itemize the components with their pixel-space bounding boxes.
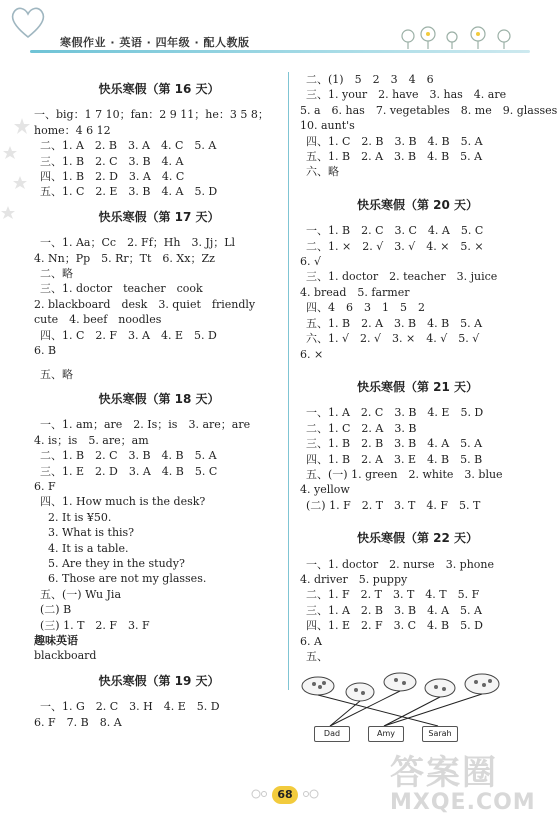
answer-line: 五、1. B 2. A 3. B 4. B 5. A xyxy=(306,150,483,164)
plate-icon xyxy=(346,683,374,701)
answer-line: 五、(一) 1. green 2. white 3. blue xyxy=(306,467,503,481)
section-title: 快乐寒假（第 18 天） xyxy=(98,391,220,406)
answer-line: 4. is；is 5. are；am xyxy=(34,433,149,447)
answer-line: 6. A xyxy=(300,634,322,648)
plate-icon xyxy=(384,673,416,691)
section-day-18 xyxy=(34,392,284,664)
name-box-dad: Dad xyxy=(314,726,350,742)
answer-line: 4. It is a table. xyxy=(48,541,129,555)
section-title: 快乐寒假（第 16 天） xyxy=(98,82,220,96)
answer-line: 4. bread 5. farmer xyxy=(300,285,410,299)
right-column xyxy=(300,72,558,748)
left-column xyxy=(34,72,284,730)
plate-icon xyxy=(302,677,334,695)
fun-english-label: 趣味英语 xyxy=(34,634,78,647)
book-title: 寒假作业 · 英语 · 四年级 · 配人教版 xyxy=(60,36,250,49)
answer-line: (二) B xyxy=(40,603,72,617)
answer-line: 5. Are they in the study? xyxy=(48,556,185,570)
answer-line: 二、1. × 2. √ 3. √ 4. × 5. × xyxy=(306,239,484,253)
answer-line: 四、4 6 3 1 5 2 xyxy=(306,301,425,315)
name-box-sarah: Sarah xyxy=(422,726,458,742)
answer-line: 4. driver 5. puppy xyxy=(300,572,408,586)
answer-line: 三、1. B 2. B 3. B 4. A 5. A xyxy=(306,437,483,451)
answer-line: 4. Nn；Pp 5. Rr；Tt 6. Xx；Zz xyxy=(34,251,215,265)
answer-line: 6. √ xyxy=(300,255,322,269)
answer-line: 二、(1) 5 2 3 4 6 xyxy=(306,73,434,86)
answer-line: 三、1. your 2. have 3. has 4. are xyxy=(306,88,507,102)
answer-line: 五、略 xyxy=(40,367,73,381)
section-day-22 xyxy=(300,531,535,748)
column-divider xyxy=(288,72,289,690)
plate-icon xyxy=(465,674,499,694)
answer-line: 四、1. B 2. A 3. E 4. B 5. B xyxy=(306,452,483,466)
food-matching-diagram xyxy=(300,668,530,748)
answer-line: blackboard xyxy=(34,649,97,663)
section-title: 快乐寒假（第 19 天） xyxy=(98,673,220,688)
answer-line: 6. Those are not my glasses. xyxy=(48,572,207,586)
answer-line: 一、big：1 7 10；fan：2 9 11；he：3 5 8； xyxy=(34,108,269,122)
answer-line: 三、1. B 2. C 3. B 4. A xyxy=(40,154,184,168)
answer-line: 二、1. F 2. T 3. T 4. T 5. F xyxy=(306,588,480,602)
answer-line: 4. yellow xyxy=(300,483,350,497)
answer-line: 一、1. am；are 2. Is；is 3. are；are xyxy=(40,418,251,432)
section-title: 快乐寒假（第 20 天） xyxy=(356,197,479,212)
answer-line: 二、1. B 2. C 3. B 4. B 5. A xyxy=(40,449,217,463)
answer-line: 3. What is this? xyxy=(48,526,135,540)
answer-line: 五、(一) Wu Jia xyxy=(40,587,122,601)
answer-line: 四、1. E 2. F 3. C 4. B 5. D xyxy=(306,619,483,633)
answer-line: 四、1. B 2. D 3. A 4. C xyxy=(40,170,185,184)
site-watermark xyxy=(390,745,550,825)
header-divider xyxy=(30,50,530,53)
answer-line: 五、1. B 2. A 3. B 4. B 5. A xyxy=(306,316,483,330)
answer-line: 六、1. √ 2. √ 3. × 4. √ 5. √ xyxy=(306,332,480,346)
answer-line: 6. B xyxy=(34,344,57,358)
answer-line: 一、1. B 2. C 3. C 4. A 5. C xyxy=(306,224,484,238)
answer-line: home：4 6 12 xyxy=(34,123,111,137)
answer-line: 6. F 7. B 8. A xyxy=(34,715,122,729)
section-day-21 xyxy=(300,380,535,513)
name-box-amy: Amy xyxy=(368,726,404,742)
answer-line: 四、1. How much is the desk? xyxy=(40,495,206,509)
answer-line: 6. F xyxy=(34,479,56,493)
answer-line: 一、1. G 2. C 3. H 4. E 5. D xyxy=(40,700,220,714)
answer-line: (二) 1. F 2. T 3. T 4. F 5. T xyxy=(306,498,481,512)
answer-line: 二、略 xyxy=(40,267,73,281)
answer-line: 6. × xyxy=(300,347,324,361)
page-header xyxy=(0,0,558,70)
answer-line: 二、1. A 2. B 3. A 4. C 5. A xyxy=(40,139,217,153)
tree-decoration-icon xyxy=(400,24,530,50)
answer-line: 四、1. C 2. B 3. B 4. B 5. A xyxy=(306,134,483,148)
answer-line: 2. It is ¥50. xyxy=(48,510,112,524)
page-number: 68 xyxy=(272,786,298,804)
answer-line: 四、1. C 2. F 3. A 4. E 5. D xyxy=(40,328,217,342)
answer-line: 三、1. A 2. B 3. B 4. A 5. A xyxy=(306,603,482,617)
answer-line: 10. aunt's xyxy=(300,119,355,133)
section-title: 快乐寒假（第 17 天） xyxy=(98,209,220,224)
answer-line: 2. blackboard desk 3. quiet friendly xyxy=(34,297,256,311)
plate-icon xyxy=(425,679,455,697)
section-day-20 xyxy=(300,198,535,362)
answer-line: 三、1. doctor 2. teacher 3. juice xyxy=(306,270,498,284)
answer-line: 五、1. C 2. E 3. B 4. A 5. D xyxy=(40,185,218,199)
section-day-19-continued xyxy=(300,72,558,180)
watermark-text: 答案圈 xyxy=(390,753,498,793)
watermark-url: MXQE.COM xyxy=(390,790,536,815)
answer-line: 三、1. doctor teacher cook xyxy=(40,282,203,296)
answer-line: 5. a 6. has 7. vegetables 8. me 9. glasses xyxy=(300,103,558,117)
answer-line: 五、 xyxy=(306,650,328,663)
answer-line: 一、1. Aa；Cc 2. Ff；Hh 3. Jj；Ll xyxy=(40,236,236,250)
section-day-16 xyxy=(34,82,284,200)
answer-line: 一、1. A 2. C 3. B 4. E 5. D xyxy=(306,406,484,420)
star-decoration-icon xyxy=(0,110,30,230)
section-title: 快乐寒假（第 22 天） xyxy=(356,531,479,546)
section-title: 快乐寒假（第 21 天） xyxy=(356,379,479,394)
answer-line: 二、1. C 2. A 3. B xyxy=(306,421,417,435)
heart-outline-icon xyxy=(8,4,48,40)
answer-line: 三、1. E 2. D 3. A 4. B 5. C xyxy=(40,464,218,478)
answer-line: 六、略 xyxy=(306,165,339,179)
answer-line: 一、1. doctor 2. nurse 3. phone xyxy=(306,557,495,571)
section-day-19 xyxy=(34,674,284,730)
answer-line: cute 4. beef noodles xyxy=(34,313,162,327)
answer-line: (三) 1. T 2. F 3. F xyxy=(40,618,150,632)
section-day-17 xyxy=(34,210,284,382)
